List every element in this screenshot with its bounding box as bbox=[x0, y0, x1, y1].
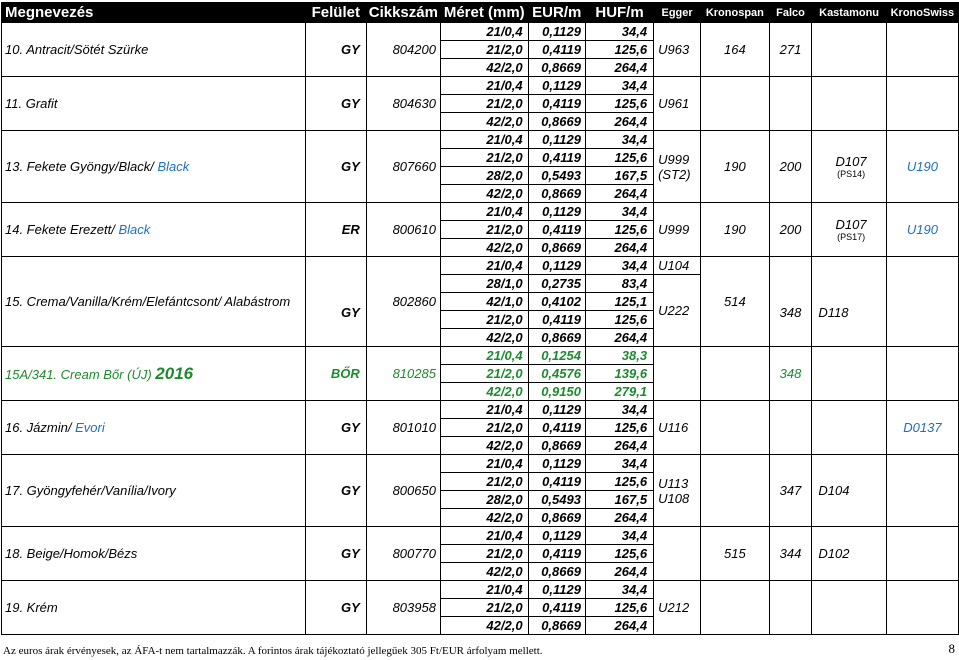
kastamonu-code-main: D107 bbox=[835, 217, 867, 232]
price-huf: 34,4 bbox=[585, 131, 653, 149]
price-eur: 0,4119 bbox=[528, 599, 585, 617]
price-eur: 0,9150 bbox=[528, 383, 585, 401]
product-name: 11. Grafit bbox=[2, 77, 306, 131]
price-huf: 125,6 bbox=[585, 41, 653, 59]
surface: BŐR bbox=[305, 347, 366, 401]
price-eur: 0,4119 bbox=[528, 419, 585, 437]
egger-code bbox=[654, 131, 701, 203]
surface: GY bbox=[305, 257, 366, 347]
price-huf: 125,6 bbox=[585, 599, 653, 617]
kronoswiss-code bbox=[886, 581, 958, 635]
product-name bbox=[2, 131, 306, 203]
size: 21/0,4 bbox=[440, 23, 528, 41]
product-name: 19. Krém bbox=[2, 581, 306, 635]
price-eur: 0,2735 bbox=[528, 275, 585, 293]
price-eur: 0,4119 bbox=[528, 221, 585, 239]
kastamonu-code bbox=[812, 131, 886, 203]
price-eur: 0,4119 bbox=[528, 95, 585, 113]
kronoswiss-code bbox=[886, 455, 958, 527]
price-eur: 0,1129 bbox=[528, 257, 585, 275]
size: 21/0,4 bbox=[440, 131, 528, 149]
egger-code-sub: (ST2) bbox=[658, 166, 691, 182]
size: 21/2,0 bbox=[440, 599, 528, 617]
item-number: 810285 bbox=[366, 347, 440, 401]
col-kronoswiss: KronoSwiss bbox=[886, 3, 958, 23]
price-huf: 125,6 bbox=[585, 545, 653, 563]
product-name: 17. Gyöngyfehér/Vanília/Ivory bbox=[2, 455, 306, 527]
table-row bbox=[2, 203, 959, 221]
col-kastamonu: Kastamonu bbox=[812, 3, 886, 23]
item-number: 800770 bbox=[366, 527, 440, 581]
price-huf: 264,4 bbox=[585, 563, 653, 581]
egger-code: U116 bbox=[654, 401, 701, 455]
kronospan-code bbox=[701, 77, 770, 131]
price-eur: 0,1129 bbox=[528, 131, 585, 149]
price-eur: 0,5493 bbox=[528, 167, 585, 185]
price-huf: 264,4 bbox=[585, 437, 653, 455]
surface: GY bbox=[305, 455, 366, 527]
kastamonu-code-sub: (PS14) bbox=[837, 169, 866, 179]
size: 42/2,0 bbox=[440, 239, 528, 257]
kronospan-code bbox=[701, 347, 770, 401]
price-eur: 0,1254 bbox=[528, 347, 585, 365]
col-cikkszam: Cikkszám bbox=[366, 3, 440, 23]
table-row bbox=[2, 581, 959, 599]
kronoswiss-code bbox=[886, 23, 958, 77]
size: 21/2,0 bbox=[440, 149, 528, 167]
table-row bbox=[2, 401, 959, 419]
product-name bbox=[2, 347, 306, 401]
price-eur: 0,4119 bbox=[528, 149, 585, 167]
price-eur: 0,1129 bbox=[528, 23, 585, 41]
price-eur: 0,8669 bbox=[528, 329, 585, 347]
table-row bbox=[2, 347, 959, 365]
kastamonu-code-main: D107 bbox=[835, 154, 867, 169]
size: 28/2,0 bbox=[440, 167, 528, 185]
price-huf: 34,4 bbox=[585, 581, 653, 599]
falco-code: 344 bbox=[769, 527, 812, 581]
size: 28/2,0 bbox=[440, 491, 528, 509]
egger-code-b: U108 bbox=[658, 490, 690, 506]
falco-code: 347 bbox=[769, 455, 812, 527]
header-row bbox=[2, 3, 959, 23]
size: 21/2,0 bbox=[440, 473, 528, 491]
product-name-alt: Evori bbox=[71, 420, 105, 435]
price-huf: 139,6 bbox=[585, 365, 653, 383]
col-huf: HUF/m bbox=[585, 3, 653, 23]
size: 42/2,0 bbox=[440, 59, 528, 77]
product-name-alt: Black bbox=[114, 222, 151, 237]
item-number: 807660 bbox=[366, 131, 440, 203]
price-huf: 264,4 bbox=[585, 329, 653, 347]
price-eur: 0,1129 bbox=[528, 581, 585, 599]
kronoswiss-code: U190 bbox=[886, 131, 958, 203]
item-number: 800610 bbox=[366, 203, 440, 257]
size: 28/1,0 bbox=[440, 275, 528, 293]
egger-code bbox=[654, 527, 701, 581]
item-number: 801010 bbox=[366, 401, 440, 455]
price-eur: 0,8669 bbox=[528, 239, 585, 257]
surface: GY bbox=[305, 23, 366, 77]
egger-code: U222 bbox=[654, 275, 701, 347]
egger-code: U963 bbox=[654, 23, 701, 77]
kronoswiss-code bbox=[886, 527, 958, 581]
size: 42/2,0 bbox=[440, 329, 528, 347]
price-huf: 264,4 bbox=[585, 509, 653, 527]
surface: GY bbox=[305, 131, 366, 203]
falco-code: 271 bbox=[769, 23, 812, 77]
price-eur: 0,1129 bbox=[528, 527, 585, 545]
size: 42/2,0 bbox=[440, 509, 528, 527]
product-name: 15. Crema/Vanilla/Krém/Elefántcsont/ Alabástrom bbox=[2, 257, 306, 347]
table-row bbox=[2, 77, 959, 95]
size: 42/2,0 bbox=[440, 617, 528, 635]
price-huf: 34,4 bbox=[585, 455, 653, 473]
price-huf: 125,6 bbox=[585, 149, 653, 167]
product-year: 2016 bbox=[155, 363, 194, 383]
kronospan-code bbox=[701, 581, 770, 635]
price-huf: 264,4 bbox=[585, 239, 653, 257]
surface: GY bbox=[305, 527, 366, 581]
kronospan-code: 514 bbox=[701, 257, 770, 347]
price-eur: 0,4119 bbox=[528, 473, 585, 491]
size: 42/2,0 bbox=[440, 437, 528, 455]
size: 21/2,0 bbox=[440, 419, 528, 437]
falco-code bbox=[769, 77, 812, 131]
size: 21/0,4 bbox=[440, 527, 528, 545]
price-huf: 125,6 bbox=[585, 419, 653, 437]
falco-code bbox=[769, 581, 812, 635]
falco-code: 348 bbox=[769, 347, 812, 401]
kastamonu-code bbox=[812, 347, 886, 401]
price-huf: 34,4 bbox=[585, 401, 653, 419]
footer-note: Az euros árak érvényesek, az ÁFA-t nem tartalmazzák. A forintos árak tájékoztató jellegűek 305 Ft/EUR árfolyam mellett. bbox=[3, 645, 543, 657]
price-huf: 34,4 bbox=[585, 527, 653, 545]
surface: GY bbox=[305, 77, 366, 131]
table-row bbox=[2, 23, 959, 41]
falco-code bbox=[769, 401, 812, 455]
size: 21/0,4 bbox=[440, 203, 528, 221]
size: 21/2,0 bbox=[440, 365, 528, 383]
size: 21/0,4 bbox=[440, 455, 528, 473]
price-huf: 125,6 bbox=[585, 311, 653, 329]
size: 21/2,0 bbox=[440, 95, 528, 113]
size: 42/2,0 bbox=[440, 113, 528, 131]
item-number: 802860 bbox=[366, 257, 440, 347]
price-huf: 264,4 bbox=[585, 59, 653, 77]
size: 21/0,4 bbox=[440, 77, 528, 95]
price-huf: 264,4 bbox=[585, 185, 653, 203]
kronoswiss-code bbox=[886, 77, 958, 131]
price-eur: 0,4119 bbox=[528, 41, 585, 59]
egger-code: U212 bbox=[654, 581, 701, 635]
size: 21/2,0 bbox=[440, 221, 528, 239]
kronoswiss-code: U190 bbox=[886, 203, 958, 257]
item-number: 804200 bbox=[366, 23, 440, 77]
kastamonu-code bbox=[812, 203, 886, 257]
kronoswiss-code: D0137 bbox=[886, 401, 958, 455]
falco-code: 200 bbox=[769, 131, 812, 203]
size: 42/1,0 bbox=[440, 293, 528, 311]
price-huf: 83,4 bbox=[585, 275, 653, 293]
col-egger: Egger bbox=[654, 3, 701, 23]
price-huf: 279,1 bbox=[585, 383, 653, 401]
price-huf: 34,4 bbox=[585, 203, 653, 221]
price-eur: 0,1129 bbox=[528, 455, 585, 473]
price-table bbox=[1, 2, 959, 635]
kronospan-code: 515 bbox=[701, 527, 770, 581]
price-eur: 0,1129 bbox=[528, 77, 585, 95]
product-name bbox=[2, 203, 306, 257]
item-number: 800650 bbox=[366, 455, 440, 527]
price-eur: 0,5493 bbox=[528, 491, 585, 509]
egger-code-a: U113 bbox=[658, 475, 689, 491]
table-row bbox=[2, 527, 959, 545]
col-eur: EUR/m bbox=[528, 3, 585, 23]
egger-code-main: U999 bbox=[658, 151, 690, 167]
col-kronospan: Kronospan bbox=[701, 3, 770, 23]
size: 21/0,4 bbox=[440, 257, 528, 275]
product-name-alt: Black bbox=[153, 159, 190, 174]
page-number: 8 bbox=[948, 641, 955, 656]
price-eur: 0,8669 bbox=[528, 113, 585, 131]
size: 21/0,4 bbox=[440, 401, 528, 419]
kastamonu-code: D118 bbox=[812, 257, 886, 347]
price-eur: 0,4119 bbox=[528, 545, 585, 563]
kronoswiss-code bbox=[886, 347, 958, 401]
size: 42/2,0 bbox=[440, 185, 528, 203]
egger-code: U104 bbox=[654, 257, 701, 275]
price-huf: 34,4 bbox=[585, 257, 653, 275]
col-meret: Méret (mm) bbox=[440, 3, 528, 23]
egger-code bbox=[654, 455, 701, 527]
egger-code bbox=[654, 347, 701, 401]
kastamonu-code bbox=[812, 77, 886, 131]
price-eur: 0,4102 bbox=[528, 293, 585, 311]
col-falco: Falco bbox=[769, 3, 812, 23]
size: 42/2,0 bbox=[440, 563, 528, 581]
table-row bbox=[2, 131, 959, 149]
price-huf: 125,1 bbox=[585, 293, 653, 311]
product-name-main: 15A/341. Cream Bőr (ÚJ) bbox=[5, 366, 152, 382]
size: 21/0,4 bbox=[440, 347, 528, 365]
kronoswiss-code bbox=[886, 257, 958, 347]
item-number: 803958 bbox=[366, 581, 440, 635]
price-huf: 125,6 bbox=[585, 221, 653, 239]
falco-code: 348 bbox=[769, 257, 812, 347]
egger-code: U961 bbox=[654, 77, 701, 131]
surface: GY bbox=[305, 581, 366, 635]
price-huf: 34,4 bbox=[585, 77, 653, 95]
kastamonu-code bbox=[812, 23, 886, 77]
price-eur: 0,4119 bbox=[528, 311, 585, 329]
kastamonu-code bbox=[812, 401, 886, 455]
price-huf: 167,5 bbox=[585, 167, 653, 185]
size: 21/2,0 bbox=[440, 311, 528, 329]
price-eur: 0,8669 bbox=[528, 617, 585, 635]
product-name-main: 13. Fekete Gyöngy/Black/ bbox=[5, 159, 154, 174]
kastamonu-code bbox=[812, 581, 886, 635]
price-huf: 38,3 bbox=[585, 347, 653, 365]
kastamonu-code-sub: (PS17) bbox=[837, 232, 866, 242]
falco-code: 200 bbox=[769, 203, 812, 257]
size: 21/0,4 bbox=[440, 581, 528, 599]
table-row bbox=[2, 455, 959, 473]
kronospan-code: 190 bbox=[701, 203, 770, 257]
price-eur: 0,8669 bbox=[528, 563, 585, 581]
price-eur: 0,8669 bbox=[528, 509, 585, 527]
kronospan-code: 164 bbox=[701, 23, 770, 77]
price-eur: 0,8669 bbox=[528, 437, 585, 455]
kastamonu-code: D102 bbox=[812, 527, 886, 581]
egger-code: U999 bbox=[654, 203, 701, 257]
product-name-main: 16. Jázmin/ bbox=[5, 420, 72, 435]
price-eur: 0,1129 bbox=[528, 401, 585, 419]
price-eur: 0,8669 bbox=[528, 59, 585, 77]
price-eur: 0,1129 bbox=[528, 203, 585, 221]
size: 42/2,0 bbox=[440, 383, 528, 401]
surface: GY bbox=[305, 401, 366, 455]
product-name: 18. Beige/Homok/Bézs bbox=[2, 527, 306, 581]
col-megnevezes: Megnevezés bbox=[2, 3, 306, 23]
price-huf: 125,6 bbox=[585, 95, 653, 113]
product-name bbox=[2, 401, 306, 455]
product-name: 10. Antracit/Sötét Szürke bbox=[2, 23, 306, 77]
price-huf: 167,5 bbox=[585, 491, 653, 509]
size: 21/2,0 bbox=[440, 41, 528, 59]
price-eur: 0,8669 bbox=[528, 185, 585, 203]
kastamonu-code: D104 bbox=[812, 455, 886, 527]
table-row bbox=[2, 257, 959, 275]
price-eur: 0,4576 bbox=[528, 365, 585, 383]
price-huf: 264,4 bbox=[585, 113, 653, 131]
kronospan-code: 190 bbox=[701, 131, 770, 203]
price-huf: 34,4 bbox=[585, 23, 653, 41]
col-felulet: Felület bbox=[305, 3, 366, 23]
item-number: 804630 bbox=[366, 77, 440, 131]
kronospan-code bbox=[701, 455, 770, 527]
price-huf: 125,6 bbox=[585, 473, 653, 491]
size: 21/2,0 bbox=[440, 545, 528, 563]
price-huf: 264,4 bbox=[585, 617, 653, 635]
kronospan-code bbox=[701, 401, 770, 455]
product-name-main: 14. Fekete Erezett/ bbox=[5, 222, 115, 237]
surface: ER bbox=[305, 203, 366, 257]
